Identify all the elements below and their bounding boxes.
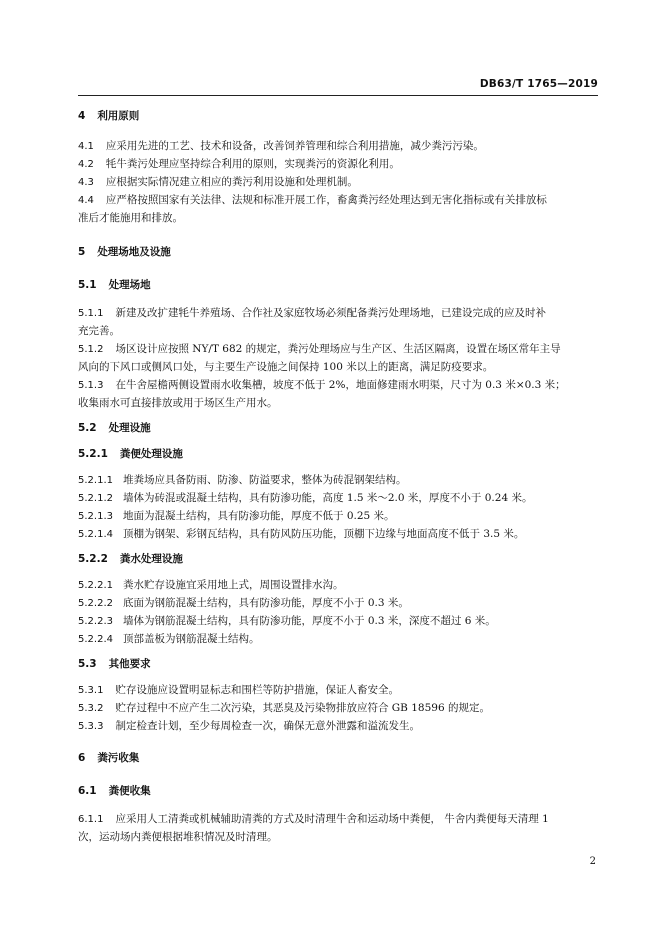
header-rule (78, 95, 598, 96)
section-number: 5.2.2 (78, 553, 108, 565)
clause-text: 地面为混凝土结构，具有防渗功能，厚度不低于 0.25 米。 (123, 510, 395, 522)
clause (78, 577, 598, 594)
clause-text: 贮存过程中不应产生二次污染，其恶臭及污染物排放应符合 GB 18596 的规定。 (115, 702, 490, 714)
clause (78, 305, 598, 322)
clause-continuation: 充完善。 (78, 325, 120, 337)
section-title: 处理设施 (108, 422, 151, 434)
clause-number: 5.2.1.1 (78, 475, 113, 486)
clause-text: 应采用先进的工艺、技术和设备，改善饲养管理和综合利用措施，减少粪污污染。 (105, 140, 484, 152)
clause-text: 堆粪场应具备防雨、防渗、防溢要求，整体为砖混钢架结构。 (123, 474, 407, 486)
subsection-heading (78, 420, 598, 437)
section-number: 5.1 (78, 279, 97, 291)
clause-text: 顶部盖板为钢筋混凝土结构。 (123, 633, 260, 645)
clause-continuation: 次，运动场内粪便根据堆积情况及时清理。 (78, 831, 278, 843)
clause-number: 5.2.1.4 (78, 529, 113, 540)
clause (78, 192, 598, 209)
clause-number: 5.2.2.1 (78, 580, 113, 591)
clause (78, 631, 598, 648)
clause-number: 5.2.1.2 (78, 493, 113, 504)
clause-number: 4.3 (78, 177, 94, 188)
clause-number: 5.1.3 (78, 380, 104, 391)
clause (78, 508, 598, 525)
clause (78, 613, 598, 630)
clause-text: 场区设计应按照 NY/T 682 的规定，粪污处理场应与生产区、生活区隔离，设置在场区常年主导 (115, 343, 561, 355)
clause-text: 应采用人工清粪或机械辅助清粪的方式及时清理牛舍和运动场中粪便， 牛舍内粪便每天清理 1 (115, 813, 549, 825)
clause-number: 5.2.1.3 (78, 511, 113, 522)
clause (78, 138, 598, 155)
clause (78, 718, 598, 735)
section-title: 粪污收集 (97, 752, 140, 764)
section-title: 粪便处理设施 (119, 448, 183, 460)
page-number: 2 (589, 856, 596, 867)
clause-continuation: 风向的下风口或侧风口处，与主要生产设施之间保持 100 米以上的距离，满足防疫要求。 (78, 361, 494, 373)
clause (78, 377, 598, 394)
section-number: 5 (78, 246, 86, 258)
clause (78, 156, 598, 173)
clause-number: 4.4 (78, 195, 94, 206)
section-title: 利用原则 (97, 110, 140, 122)
clause-number: 5.2.2.2 (78, 598, 113, 609)
clause-number: 6.1.1 (78, 814, 104, 825)
subsection-heading (78, 277, 598, 294)
subsection-heading (78, 783, 598, 800)
clause-text: 墙体为砖混或混凝土结构，具有防渗功能，高度 1.5 米～2.0 米，厚度不小于 0.24 米。 (123, 492, 533, 504)
clause-number: 5.2.2.4 (78, 634, 113, 645)
section-number: 6 (78, 752, 86, 764)
document-code: DB63/T 1765—2019 (479, 78, 598, 90)
clause-text: 粪水贮存设施宜采用地上式，周围设置排水沟。 (123, 579, 344, 591)
clause-text: 底面为钢筋混凝土结构，具有防渗功能，厚度不小于 0.3 米。 (123, 597, 409, 609)
clause-number: 5.3.3 (78, 721, 104, 732)
clause-continuation: 准后才能施用和排放。 (78, 212, 183, 224)
clause-number: 5.3.1 (78, 685, 104, 696)
section-title: 粪便收集 (108, 785, 151, 797)
section-title: 处理场地 (108, 279, 151, 291)
clause (78, 700, 598, 717)
subsection-heading (78, 551, 598, 568)
clause-text: 墙体为钢筋混凝土结构，具有防渗功能，厚度不小于 0.3 米，深度不超过 6 米。 (123, 615, 496, 627)
clause-text: 顶棚为钢架、彩钢瓦结构，具有防风防压功能，顶棚下边缘与地面高度不低于 3.5 米。 (123, 528, 525, 540)
clause-number: 4.2 (78, 159, 94, 170)
clause-number: 5.2.2.3 (78, 616, 113, 627)
clause (78, 472, 598, 489)
section-heading (78, 108, 598, 125)
clause-number: 5.1.1 (78, 308, 104, 319)
section-number: 5.2 (78, 422, 97, 434)
section-title: 其他要求 (108, 658, 151, 670)
clause-continuation: 收集雨水可直接排放或用于场区生产用水。 (78, 397, 278, 409)
clause-number: 4.1 (78, 141, 94, 152)
clause-text: 应根据实际情况建立相应的粪污利用设施和处理机制。 (105, 176, 358, 188)
clause-text: 新建及改扩建牦牛养殖场、合作社及家庭牧场必须配备粪污处理场地，已建设完成的应及时补 (115, 307, 546, 319)
section-number: 6.1 (78, 785, 97, 797)
clause (78, 811, 598, 828)
clause-text: 牦牛粪污处理应坚持综合利用的原则，实现粪污的资源化利用。 (105, 158, 400, 170)
clause (78, 526, 598, 543)
section-heading (78, 750, 598, 767)
clause-text: 贮存设施应设置明显标志和围栏等防护措施，保证人畜安全。 (115, 684, 399, 696)
clause (78, 490, 598, 507)
section-number: 4 (78, 110, 86, 122)
clause-number: 5.1.2 (78, 344, 104, 355)
clause (78, 595, 598, 612)
clause (78, 341, 598, 358)
section-heading (78, 244, 598, 261)
clause (78, 682, 598, 699)
clause-number: 5.3.2 (78, 703, 104, 714)
clause-text: 应严格按照国家有关法律、法规和标准开展工作，畜禽粪污经处理达到无害化指标或有关排放标 (105, 194, 547, 206)
section-number: 5.2.1 (78, 448, 108, 460)
subsection-heading (78, 656, 598, 673)
section-title: 处理场地及设施 (97, 246, 171, 258)
subsection-heading (78, 446, 598, 463)
clause (78, 174, 598, 191)
clause-text: 在牛舍屋檐两侧设置雨水收集槽，坡度不低于 2%，地面修建雨水明渠，尺寸为 0.3 米×0.3 米； (115, 379, 566, 391)
clause-text: 制定检查计划，至少每周检查一次，确保无意外泄露和溢流发生。 (115, 720, 420, 732)
section-number: 5.3 (78, 658, 97, 670)
section-title: 粪水处理设施 (119, 553, 183, 565)
